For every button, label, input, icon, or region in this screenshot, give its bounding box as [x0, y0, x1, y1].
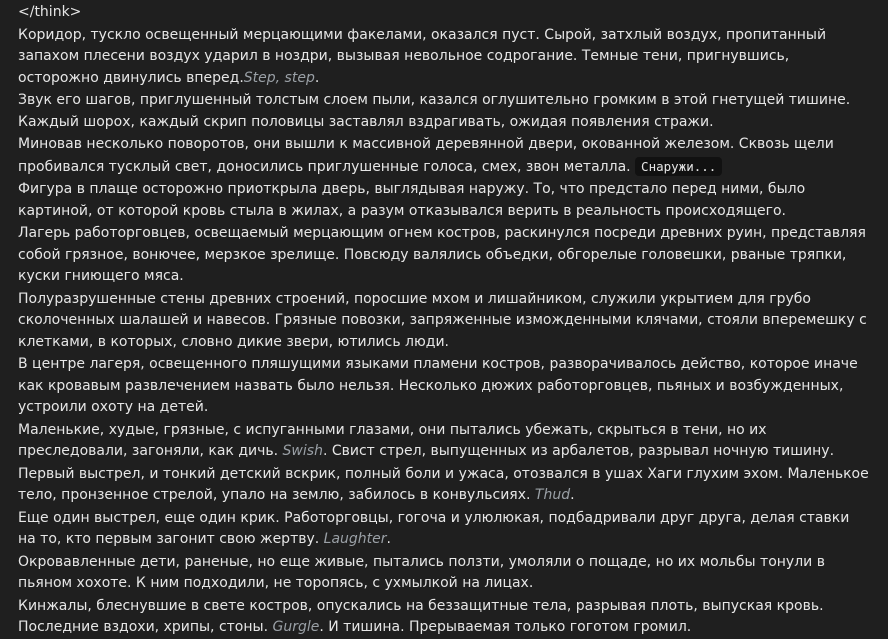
paragraph-text: Маленькие, худые, грязные, с испуганными глазами, они пытались убежать, скрыться в тени, но их преследовали, загоняли, как дичь.: [18, 421, 767, 459]
paragraph-tail: .: [570, 487, 575, 503]
paragraph-7: [18, 354, 870, 419]
paragraph-10: [18, 508, 870, 551]
paragraph-text: Полуразрушенные стены древних строений, поросшие мхом и лишайником, служили укрытием для грубо сколоченных шалашей и навесов. Грязные повозки, запряженные изможденными клячами, стояли вперемешку с клетками, в которых, словно дикие звери, ютились люди.: [18, 290, 867, 350]
paragraph-tail: . Свист стрел, выпущенных из арбалетов, разрывал ночную тишину.: [322, 443, 835, 459]
sound-effect: Laughter: [323, 531, 387, 547]
paragraph-4: [18, 179, 870, 222]
paragraph-12: [18, 596, 870, 639]
paragraph-1: [18, 25, 870, 90]
paragraph-tail: .: [314, 69, 320, 86]
paragraph-text: Первый выстрел, и тонкий детский вскрик, полный боли и ужаса, отозвался в ушах Хаги глухим эхом. Маленькое тело, пронзенное стрелой, упало на землю, забилось в конвульсиях.: [18, 465, 869, 503]
paragraph-text: Миновав несколько поворотов, они вышли к массивной деревянной двери, окованной железом. Сквозь щели пробивался тусклый свет, доносились приглушенные голоса, смех, звон металла.: [18, 136, 834, 175]
think-closing-tag: </think>: [18, 4, 82, 20]
paragraph-text: Фигура в плаще осторожно приоткрыла дверь, выглядывая наружу. То, что предстало перед ними, было картиной, от которой кровь стыла в жилах, а разум отказывался верить в реальность происходящего.: [18, 181, 806, 219]
paragraph-text: Еще один выстрел, еще один крик. Работорговцы, гогоча и улюлюкая, подбадривали друг друга, делая ставки на то, кто первым загонит свою жертву.: [18, 509, 850, 547]
sound-effect: Thud: [534, 487, 571, 503]
paragraph-8: [18, 420, 870, 463]
paragraph-text: В центре лагеря, освещенного пляшущими языками пламени костров, разворачивалось действо, которое иначе как кровавым развлечением назвать было нельзя. Несколько дюжих работорговцев, пьяных и возбужденных, устроили охоту на детей.: [18, 356, 858, 415]
paragraph-text: Окровавленные дети, раненые, но еще живые, пытались ползти, умоляли о пощаде, но их мольбы тонули в пьяном хохоте. К ним подходили, не торопясь, с ухмылкой на лицах.: [18, 553, 825, 591]
paragraph-tail: .: [386, 531, 391, 547]
paragraph-11: [18, 552, 870, 595]
paragraph-6: [18, 289, 870, 354]
inline-code: Снаружи...: [635, 157, 722, 176]
paragraph-text: Лагерь работорговцев, освещаемый мерцающим огнем костров, раскинулся посреди древних руин, представляя собой грязное, вонючее, мерзкое зрелище. Повсюду валялись объедки, обгорелые головешки, рваные тряпки, куски гниющего мяса.: [18, 225, 866, 284]
paragraph-text: Звук его шагов, приглушенный толстым слоем пыли, казался оглушительно громким в этой гнетущей тишине. Каждый шорох, каждый скрип половицы заставлял вздрагивать, ожидая появления стражи.: [18, 92, 851, 130]
paragraph-text: Коридор, тускло освещенный мерцающими факелами, оказался пуст. Сырой, затхлый воздух, пропитанный запахом плесени воздух ударил в ноздри, вызывая невольное содрогание. Темные тени, пригнувшись, осторожно двинулись вперед.: [18, 26, 827, 86]
sound-effect: Step, step: [243, 69, 315, 86]
paragraph-text: Кинжалы, блеснувшие в свете костров, опускались на беззащитные тела, разрывая плоть, выпуская кровь. Последние вздохи, хрипы, стоны.: [18, 597, 824, 635]
paragraph-tail: . И тишина. Прерываемая только гоготом громил.: [319, 619, 692, 635]
paragraph-3: [18, 134, 870, 178]
sound-effect: Swish: [282, 443, 323, 459]
paragraph-2: [18, 90, 870, 133]
sound-effect: Gurgle: [272, 619, 320, 635]
paragraph-9: [18, 464, 870, 507]
paragraph-5: [18, 223, 870, 288]
